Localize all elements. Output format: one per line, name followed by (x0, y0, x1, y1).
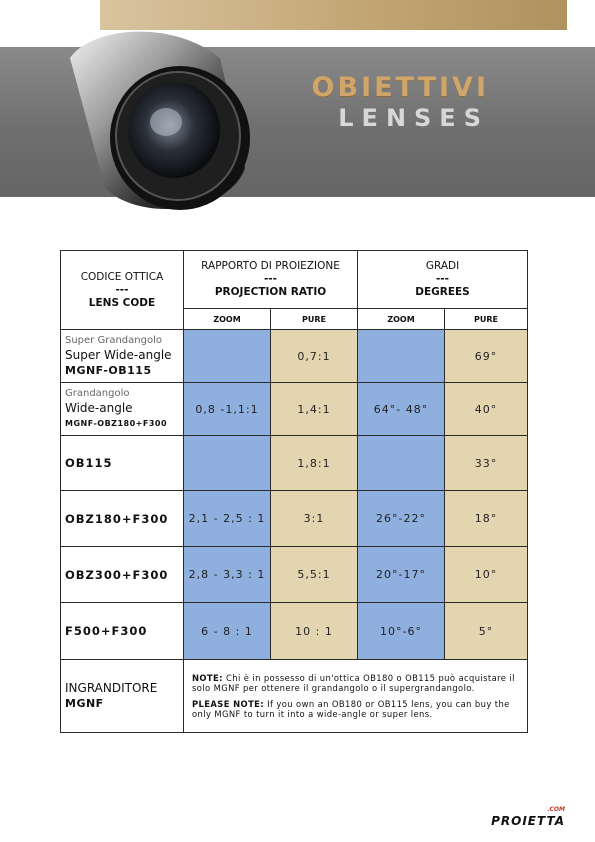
please-note-label: PLEASE NOTE: (192, 699, 265, 709)
header-degrees: GRADI --- DEGREES (358, 251, 528, 309)
lens-name-cell: Super Grandangolo Super Wide-angle MGNF-OB115 (61, 330, 184, 383)
subheader-ratio-zoom: ZOOM (184, 309, 271, 330)
lens-name-cell: F500+F300 (61, 603, 184, 660)
table-row (61, 603, 528, 660)
logo-suffix: .COM (547, 806, 565, 813)
degrees-zoom-cell: 26°-22° (358, 491, 445, 547)
table-row (61, 547, 528, 603)
enlarger-note (184, 660, 528, 733)
title-english: LENSES (338, 104, 489, 132)
proietta-logo: PROIETTA (491, 814, 565, 828)
lens-image (50, 18, 260, 218)
note-text-en: If you own an OB180 or OB115 lens, you can buy the only MGNF to turn it into a wide-angle or super lens. (192, 699, 510, 719)
ratio-pure-cell: 1,8:1 (271, 436, 358, 491)
degrees-pure-cell: 18° (445, 491, 528, 547)
degrees-pure-cell: 33° (445, 436, 528, 491)
ratio-zoom-cell: 0,8 -1,1:1 (184, 383, 271, 436)
ratio-zoom-cell: 2,1 - 2,5 : 1 (184, 491, 271, 547)
degrees-pure-cell: 40° (445, 383, 528, 436)
table-header-row (61, 251, 528, 309)
degrees-zoom-cell: 64°- 48° (358, 383, 445, 436)
ratio-pure-cell: 5,5:1 (271, 547, 358, 603)
table-row (61, 330, 528, 383)
ratio-pure-cell: 1,4:1 (271, 383, 358, 436)
degrees-zoom-cell (358, 436, 445, 491)
ratio-pure-cell: 3:1 (271, 491, 358, 547)
ratio-zoom-cell (184, 330, 271, 383)
ratio-zoom-cell: 2,8 - 3,3 : 1 (184, 547, 271, 603)
degrees-zoom-cell: 20°-17° (358, 547, 445, 603)
table-row (61, 436, 528, 491)
degrees-pure-cell: 69° (445, 330, 528, 383)
table-row (61, 383, 528, 436)
enlarger-name-cell: INGRANDITORE MGNF (61, 660, 184, 733)
subheader-ratio-pure: PURE (271, 309, 358, 330)
ratio-pure-cell: 0,7:1 (271, 330, 358, 383)
ratio-zoom-cell: 6 - 8 : 1 (184, 603, 271, 660)
header-projection-ratio: RAPPORTO DI PROIEZIONE --- PROJECTION RATIO (184, 251, 358, 309)
subheader-degrees-zoom: ZOOM (358, 309, 445, 330)
lens-table (60, 250, 528, 733)
subheader-degrees-pure: PURE (445, 309, 528, 330)
header-lens-code: CODICE OTTICA --- LENS CODE (61, 251, 184, 330)
lens-name-cell: OBZ300+F300 (61, 547, 184, 603)
lens-name-cell: OBZ180+F300 (61, 491, 184, 547)
table-row (61, 491, 528, 547)
note-text-it: Chi è in possesso di un'ottica OB180 o OB115 può acquistare il solo MGNF per ottenere il grandangolo o il supergrandangolo. (192, 673, 515, 693)
lens-name-cell: Grandangolo Wide-angle MGNF-OBZ180+F300 (61, 383, 184, 436)
lens-name-cell: OB115 (61, 436, 184, 491)
ratio-pure-cell: 10 : 1 (271, 603, 358, 660)
degrees-zoom-cell: 10°-6° (358, 603, 445, 660)
note-label: NOTE: (192, 673, 223, 683)
enlarger-row (61, 660, 528, 733)
title-italian: OBIETTIVI (311, 72, 489, 103)
degrees-pure-cell: 10° (445, 547, 528, 603)
ratio-zoom-cell (184, 436, 271, 491)
degrees-pure-cell: 5° (445, 603, 528, 660)
degrees-zoom-cell (358, 330, 445, 383)
